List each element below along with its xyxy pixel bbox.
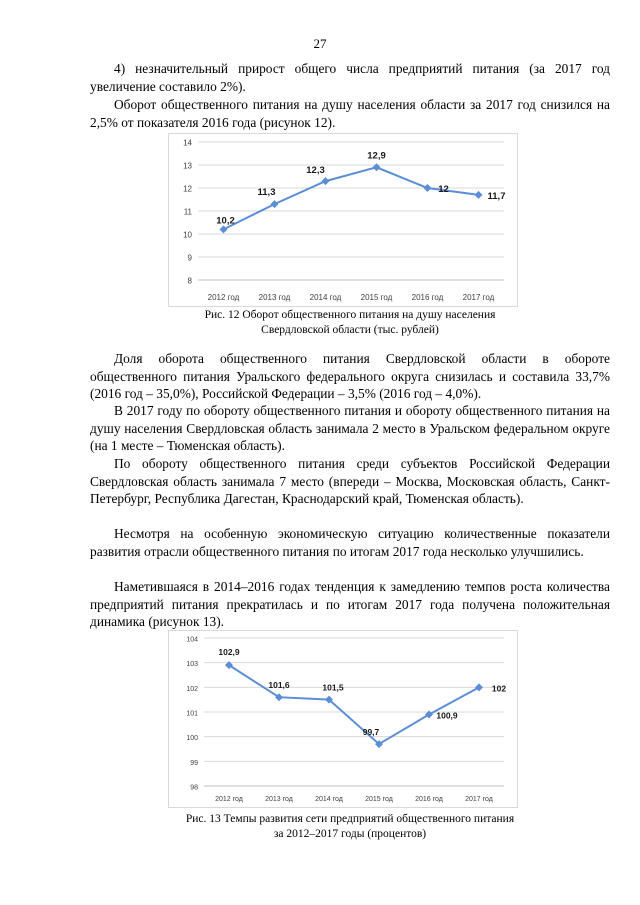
x-tick-label: 2014 год [309,293,342,302]
figure-12-caption-line-1: Рис. 12 Оборот общественного питания на душу населения [204,309,496,321]
y-tick-label: 100 [186,735,198,743]
y-tick-label: 103 [186,661,198,669]
data-label: 99,7 [362,727,380,738]
paragraph-7: Наметившаяся в 2014–2016 годах тенденция к замедлению темпов роста количества предприятий питания прекратилась и по итогам 2017 года получена положительная динамика (рисунок 13). [90,579,610,629]
y-tick-label: 9 [187,253,192,263]
figure-13-caption-line-2: за 2012–2017 годы (процентов) [273,827,427,840]
paragraph-5: По обороту общественного питания среди субъектов Российской Федерации Свердловская область занимала 7 место (впереди – Москва, Московская область, Санкт-Петербург, Республика Дагестан, Краснодарский край, Тюменская область). [90,456,610,506]
x-tick-label: 2014 год [315,796,343,803]
paragraph-1: 4) незначительный прирост общего числа предприятий питания (за 2017 год увеличение составило 2%). [90,61,610,94]
page-number: 27 [313,36,327,51]
data-label: 11,3 [257,187,276,199]
x-tick-label: 2015 год [365,796,393,803]
paragraph-6: Несмотря на особенную экономическую ситуацию количественные показатели развития отрасли общественного питания по итогам 2017 года несколько улучшились. [90,526,610,559]
x-tick-label: 2015 год [360,293,393,302]
paragraph-2: Оборот общественного питания на душу населения области за 2017 год снизился на 2,5% от показателя 2016 года (рисунок 12). [90,97,610,130]
data-label: 12,3 [306,165,325,177]
y-tick-label: 102 [186,685,198,693]
x-tick-label: 2017 год [462,293,495,302]
x-tick-label: 2017 год [465,796,493,803]
data-label: 102 [491,683,507,694]
x-tick-label: 2012 год [207,293,240,302]
y-tick-label: 14 [183,138,192,148]
y-tick-label: 11 [183,207,192,217]
data-label: 100,9 [436,710,458,721]
x-tick-label: 2016 год [415,796,443,803]
data-label: 12,9 [367,150,386,162]
figure-12-caption [90,308,610,337]
figure-13-caption [90,812,610,841]
x-tick-label: 2013 год [258,293,291,302]
x-tick-label: 2012 год [215,796,243,803]
x-tick-label: 2013 год [265,796,293,803]
y-tick-label: 98 [190,784,198,792]
y-tick-label: 10 [183,230,192,240]
data-label: 12 [438,184,449,195]
y-tick-label: 101 [186,710,198,718]
y-tick-label: 12 [183,184,192,194]
data-label: 10,2 [216,215,235,227]
figure-13-chart [168,630,518,808]
figure-13-caption-line-1: Рис. 13 Темпы развития сети предприятий общественного питания [185,813,515,825]
data-label: 101,5 [322,682,344,693]
y-tick-label: 99 [190,759,198,767]
paragraph-3: Доля оборота общественного питания Свердловской области в обороте общественного питания Уральского федерального округа снизилась и составила 33,7% (2016 год – 35,0%), Российской Федерации – 3,5% (2016 год – 4,0%). [90,351,610,401]
x-tick-label: 2016 год [411,293,444,302]
y-tick-label: 104 [186,636,198,644]
data-label: 11,7 [487,190,506,202]
figure-12-caption-line-2: Свердловской области (тыс. рублей) [261,323,439,336]
y-tick-label: 8 [187,276,192,286]
paragraph-4: В 2017 году по обороту общественного питания и обороту общественного питания на душу населения Свердловская область занимала 2 место в Уральском федеральном округе (на 1 месте – Тюменская область). [90,403,610,453]
data-label: 101,6 [268,680,290,691]
figure-12-chart [168,133,518,307]
data-label: 102,9 [218,647,240,658]
y-tick-label: 13 [183,161,192,171]
